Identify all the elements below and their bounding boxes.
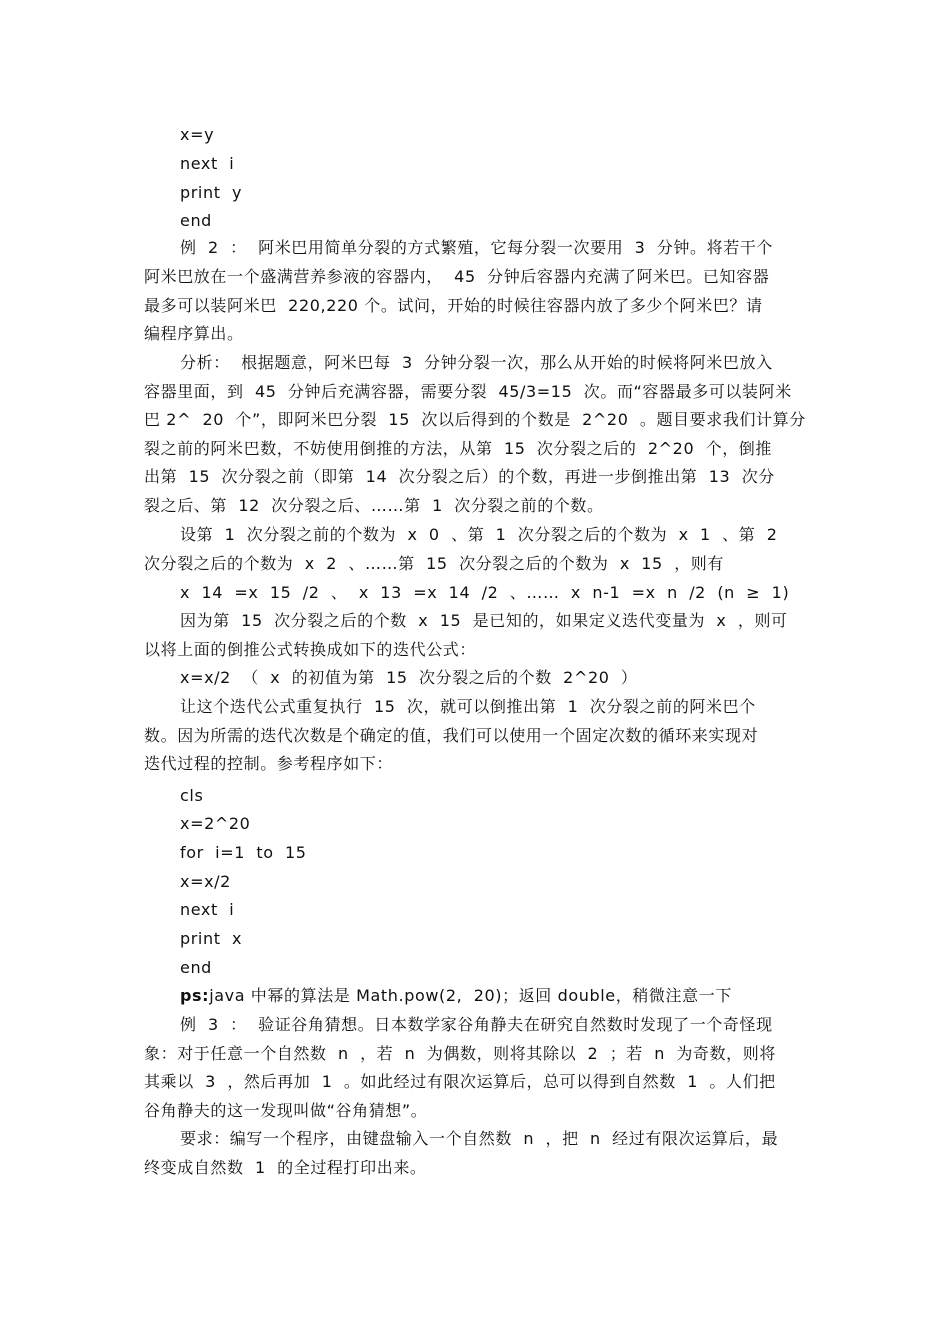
paragraph-line: 最多可以装阿米巴 220,220 个。试问，开始的时候往容器内放了多少个阿米巴？请 xyxy=(144,296,763,315)
code-line: next i xyxy=(180,154,235,173)
paragraph-line: 裂之后、第 12 次分裂之后、……第 1 次分裂之前的个数。 xyxy=(144,496,604,515)
paragraph-line: 数。因为所需的迭代次数是个确定的值，我们可以使用一个固定次数的循环来实现对 xyxy=(144,726,759,745)
paragraph-line: 次分裂之后的个数为 x 2 、……第 15 次分裂之后的个数为 x 15 ，则有 xyxy=(144,554,725,573)
paragraph-line: 象：对于任意一个自然数 n ，若 n 为偶数，则将其除以 2 ；若 n 为奇数，则将 xyxy=(144,1044,776,1063)
paragraph-line: 终变成自然数 1 的全过程打印出来。 xyxy=(144,1158,427,1177)
ps-note xyxy=(180,985,950,1007)
code-line: end xyxy=(180,958,212,977)
code-line: cls xyxy=(180,786,204,805)
paragraph-line: 容器里面，到 45 分钟后充满容器，需要分裂 45/3=15 次。而“容器最多可以装阿米 xyxy=(144,382,792,401)
code-line: end xyxy=(180,211,212,230)
requirement-paragraph: 要求：编写一个程序，由键盘输入一个自然数 n ，把 n 经过有限次运算后，最 xyxy=(180,1129,779,1148)
paragraph-line: 因为第 15 次分裂之后的个数 x 15 是已知的，如果定义迭代变量为 x ，则可 xyxy=(180,611,788,630)
paragraph-line: 巴 2^ 20 个”，即阿米巴分裂 15 次以后得到的个数是 2^20 。题目要求我们计算分 xyxy=(144,410,806,429)
code-line: x=x/2 xyxy=(180,872,231,891)
ps-note-text: java 中幂的算法是 Math.pow(2, 20)；返回 double，稍微注意一下 xyxy=(209,986,732,1005)
analysis-paragraph: 分析： 根据题意，阿米巴每 3 分钟分裂一次，那么从开始的时候将阿米巴放入 xyxy=(180,353,773,372)
code-line: for i=1 to 15 xyxy=(180,843,307,862)
formula-line: x 14 =x 15 /2 、 x 13 =x 14 /2 、…… x n-1 =x n /2 (n ≥ 1) xyxy=(180,583,790,602)
ps-label: ps: xyxy=(180,986,210,1005)
paragraph-line: 设第 1 次分裂之前的个数为 x 0 、第 1 次分裂之后的个数为 x 1 、第 2 xyxy=(180,525,778,544)
paragraph-line: 让这个迭代公式重复执行 15 次，就可以倒推出第 1 次分裂之前的阿米巴个 xyxy=(180,697,756,716)
paragraph-line: 阿米巴放在一个盛满营养参液的容器内， 45 分钟后容器内充满了阿米巴。已知容器 xyxy=(144,267,770,286)
code-line: print x xyxy=(180,929,243,948)
paragraph-line: 编程序算出。 xyxy=(144,324,244,343)
example-2-heading: 例 2 ： 阿米巴用简单分裂的方式繁殖，它每分裂一次要用 3 分钟。将若干个 xyxy=(180,238,774,257)
paragraph-line: 以将上面的倒推公式转换成如下的迭代公式： xyxy=(144,640,477,659)
paragraph-line: 谷角静夫的这一发现叫做“谷角猜想”。 xyxy=(144,1101,428,1120)
code-line: x=y xyxy=(180,125,215,144)
code-line: print y xyxy=(180,183,243,202)
paragraph-line: 迭代过程的控制。参考程序如下： xyxy=(144,754,394,773)
formula-line: x=x/2 （ x 的初值为第 15 次分裂之后的个数 2^20 ） xyxy=(180,668,638,687)
paragraph-line: 裂之前的阿米巴数，不妨使用倒推的方法，从第 15 次分裂之后的 2^20 个，倒推 xyxy=(144,439,772,458)
example-3-heading: 例 3 ： 验证谷角猜想。日本数学家谷角静夫在研究自然数时发现了一个奇怪现 xyxy=(180,1015,773,1034)
paragraph-line: 出第 15 次分裂之前（即第 14 次分裂之后）的个数，再进一步倒推出第 13 次分 xyxy=(144,467,775,486)
paragraph-line: 其乘以 3 ，然后再加 1 。如此经过有限次运算后，总可以得到自然数 1 。人们把 xyxy=(144,1072,776,1091)
code-line: next i xyxy=(180,900,235,919)
code-line: x=2^20 xyxy=(180,814,251,833)
